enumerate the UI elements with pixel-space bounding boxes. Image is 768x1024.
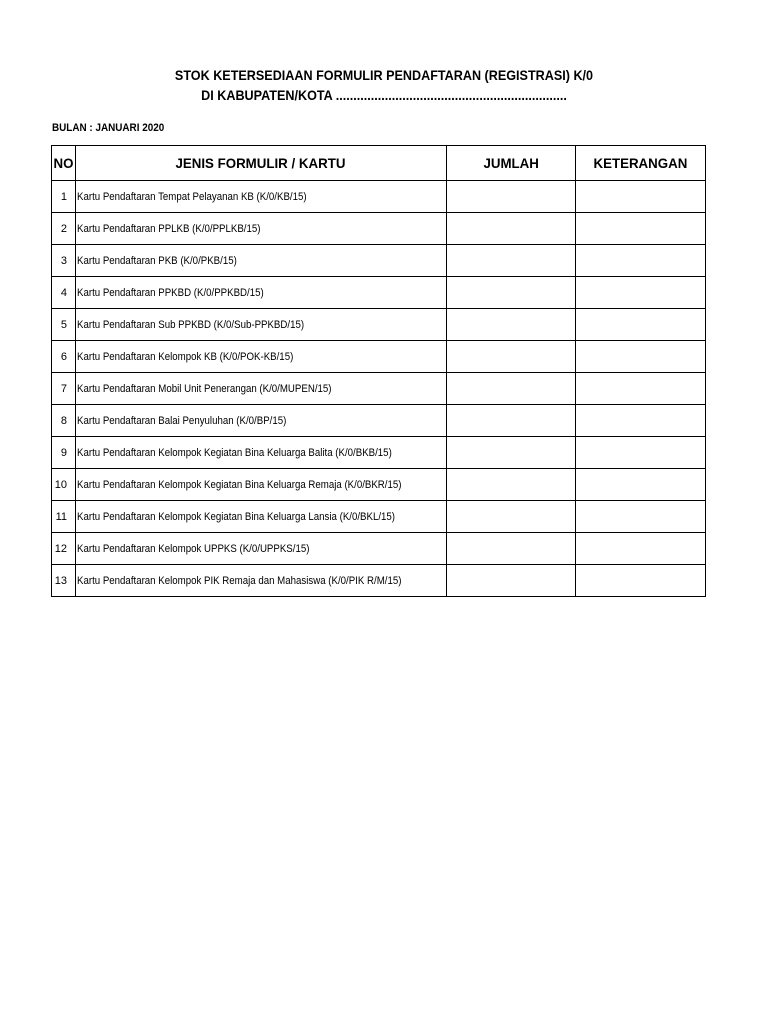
form-type-cell [76,533,447,565]
table-row [52,405,706,437]
quantity-cell[interactable] [446,245,575,277]
row-number: 1 [52,181,76,213]
quantity-cell[interactable] [446,501,575,533]
table-row [52,245,706,277]
row-number: 11 [52,501,76,533]
form-type-text: Kartu Pendaftaran Sub PPKBD (K/0/Sub-PPKBD/15) [77,318,305,331]
form-type-text: Kartu Pendaftaran Kelompok Kegiatan Bina Keluarga Remaja (K/0/BKR/15) [77,478,402,491]
table-header-row [52,146,706,181]
notes-cell[interactable] [575,277,705,309]
notes-cell[interactable] [575,469,705,501]
header-form-type [76,146,447,181]
notes-cell[interactable] [575,501,705,533]
table-row [52,469,706,501]
table-row [52,213,706,245]
document-title-line-2: DI KABUPATEN/KOTA .................................................................. [201,87,567,103]
quantity-cell[interactable] [446,181,575,213]
form-type-cell [76,565,447,597]
row-number: 2 [52,213,76,245]
quantity-cell[interactable] [446,533,575,565]
form-type-cell [76,373,447,405]
form-type-cell [76,341,447,373]
form-type-cell [76,437,447,469]
notes-cell[interactable] [575,565,705,597]
row-number: 6 [52,341,76,373]
document-title-line-1: STOK KETERSEDIAAN FORMULIR PENDAFTARAN (REGISTRASI) K/0 [174,67,594,83]
form-type-text: Kartu Pendaftaran PPKBD (K/0/PPKBD/15) [77,286,264,299]
row-number: 12 [52,533,76,565]
form-type-text: Kartu Pendaftaran Balai Penyuluhan (K/0/BP/15) [77,414,287,427]
header-notes [575,146,705,181]
quantity-cell[interactable] [446,565,575,597]
quantity-cell[interactable] [446,373,575,405]
form-type-text: Kartu Pendaftaran Kelompok Kegiatan Bina Keluarga Lansia (K/0/BKL/15) [77,510,396,523]
table-row [52,341,706,373]
form-type-text: Kartu Pendaftaran Kelompok PIK Remaja dan Mahasiswa (K/0/PIK R/M/15) [77,574,402,587]
quantity-cell[interactable] [446,309,575,341]
row-number: 9 [52,437,76,469]
notes-cell[interactable] [575,213,705,245]
form-type-text: Kartu Pendaftaran Kelompok UPPKS (K/0/UPPKS/15) [77,542,310,555]
notes-cell[interactable] [575,341,705,373]
quantity-cell[interactable] [446,437,575,469]
table-row [52,181,706,213]
table-row [52,533,706,565]
notes-cell[interactable] [575,437,705,469]
row-number: 8 [52,405,76,437]
notes-cell[interactable] [575,245,705,277]
period-label: BULAN : JANUARI 2020 [52,122,165,134]
row-number: 3 [52,245,76,277]
header-notes-label: KETERANGAN [593,155,688,171]
quantity-cell[interactable] [446,341,575,373]
form-type-cell [76,469,447,501]
form-type-cell [76,501,447,533]
table-row [52,565,706,597]
form-type-cell [76,277,447,309]
table-row [52,437,706,469]
notes-cell[interactable] [575,405,705,437]
table-row [52,309,706,341]
form-type-cell [76,309,447,341]
row-number: 7 [52,373,76,405]
quantity-cell[interactable] [446,213,575,245]
row-number: 10 [52,469,76,501]
form-type-text: Kartu Pendaftaran Mobil Unit Penerangan (K/0/MUPEN/15) [77,382,332,395]
row-number: 5 [52,309,76,341]
form-type-cell [76,213,447,245]
table-row [52,373,706,405]
header-no-label: NO [53,155,74,171]
row-number: 4 [52,277,76,309]
notes-cell[interactable] [575,533,705,565]
quantity-cell[interactable] [446,469,575,501]
form-type-cell [76,181,447,213]
header-quantity-label: JUMLAH [483,155,539,171]
table-row [52,501,706,533]
row-number: 13 [52,565,76,597]
form-type-text: Kartu Pendaftaran Tempat Pelayanan KB (K/0/KB/15) [77,190,307,203]
header-quantity [446,146,575,181]
form-type-text: Kartu Pendaftaran PKB (K/0/PKB/15) [77,254,237,267]
stock-table [51,145,706,597]
form-type-text: Kartu Pendaftaran PPLKB (K/0/PPLKB/15) [77,222,261,235]
table-row [52,277,706,309]
form-type-text: Kartu Pendaftaran Kelompok Kegiatan Bina Keluarga Balita (K/0/BKB/15) [77,446,392,459]
header-no [52,146,76,181]
header-form-type-label: JENIS FORMULIR / KARTU [175,155,346,171]
quantity-cell[interactable] [446,277,575,309]
notes-cell[interactable] [575,181,705,213]
form-type-text: Kartu Pendaftaran Kelompok KB (K/0/POK-KB/15) [77,350,294,363]
form-type-cell [76,405,447,437]
form-type-cell [76,245,447,277]
quantity-cell[interactable] [446,405,575,437]
notes-cell[interactable] [575,373,705,405]
notes-cell[interactable] [575,309,705,341]
